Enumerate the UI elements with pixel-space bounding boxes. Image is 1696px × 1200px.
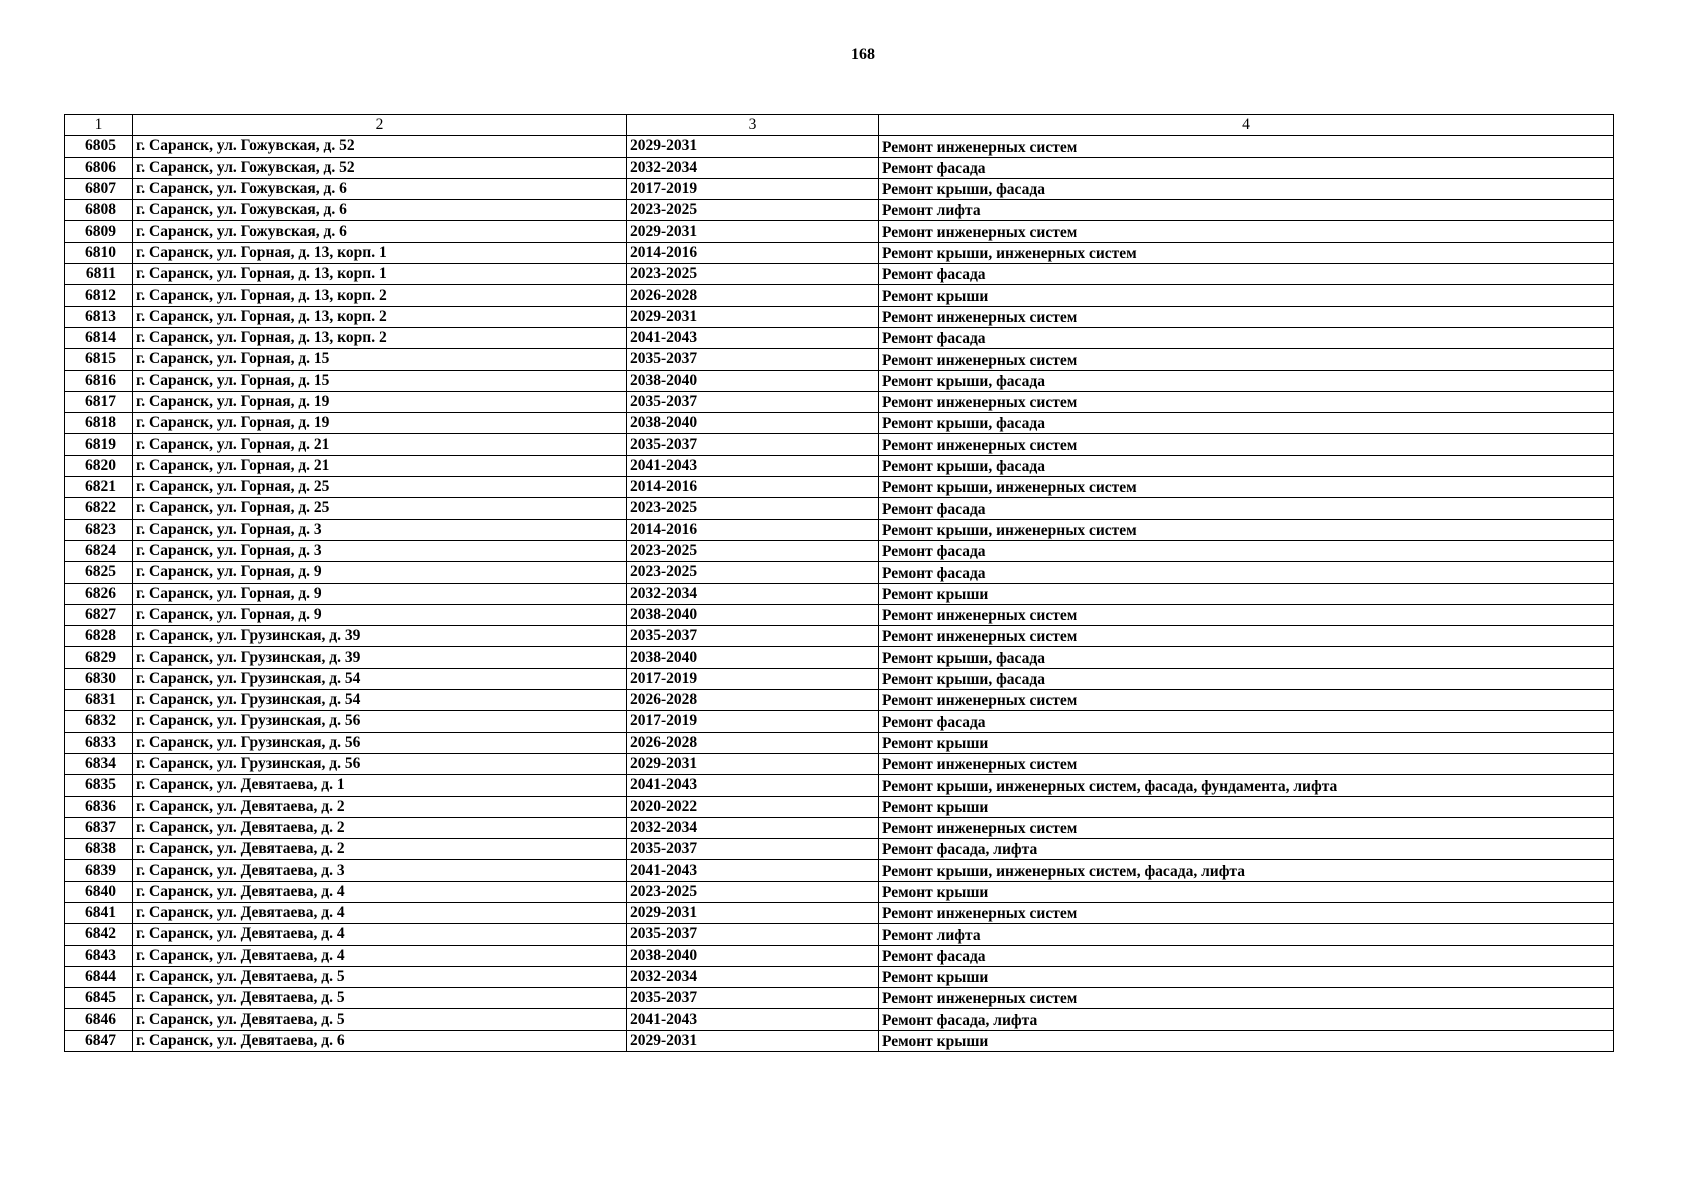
table-row [65,966,1614,987]
work-type-cell: Ремонт крыши [879,966,1614,987]
period-cell: 2041-2043 [627,455,879,476]
work-type-cell: Ремонт инженерных систем [879,604,1614,625]
work-type-cell: Ремонт фасада [879,945,1614,966]
table-row [65,839,1614,860]
address-cell: г. Саранск, ул. Девятаева, д. 3 [133,860,627,881]
table-row [65,753,1614,774]
row-number-cell: 6824 [65,540,133,561]
work-type-cell: Ремонт фасада [879,157,1614,178]
period-cell: 2038-2040 [627,945,879,966]
table-row [65,1009,1614,1030]
period-cell: 2035-2037 [627,391,879,412]
address-cell: г. Саранск, ул. Горная, д. 21 [133,455,627,476]
column-header-3: 3 [627,115,879,136]
period-cell: 2035-2037 [627,626,879,647]
row-number-cell: 6846 [65,1009,133,1030]
work-type-cell: Ремонт крыши, фасада [879,647,1614,668]
table-row [65,285,1614,306]
address-cell: г. Саранск, ул. Девятаева, д. 2 [133,796,627,817]
table-row [65,562,1614,583]
address-cell: г. Саранск, ул. Горная, д. 19 [133,413,627,434]
table-row [65,157,1614,178]
period-cell: 2041-2043 [627,1009,879,1030]
work-type-cell: Ремонт инженерных систем [879,221,1614,242]
address-cell: г. Саранск, ул. Грузинская, д. 54 [133,690,627,711]
work-type-cell: Ремонт фасада [879,711,1614,732]
work-type-cell: Ремонт инженерных систем [879,349,1614,370]
row-number-cell: 6820 [65,455,133,476]
header-row [65,115,1614,136]
address-cell: г. Саранск, ул. Горная, д. 25 [133,477,627,498]
period-cell: 2026-2028 [627,285,879,306]
work-type-cell: Ремонт инженерных систем [879,391,1614,412]
row-number-cell: 6805 [65,136,133,157]
table-row [65,668,1614,689]
address-cell: г. Саранск, ул. Грузинская, д. 56 [133,711,627,732]
period-cell: 2020-2022 [627,796,879,817]
work-type-cell: Ремонт крыши [879,732,1614,753]
period-cell: 2035-2037 [627,434,879,455]
row-number-cell: 6823 [65,519,133,540]
row-number-cell: 6840 [65,881,133,902]
table-row [65,1030,1614,1051]
address-cell: г. Саранск, ул. Девятаева, д. 2 [133,839,627,860]
work-type-cell: Ремонт инженерных систем [879,434,1614,455]
period-cell: 2032-2034 [627,583,879,604]
period-cell: 2023-2025 [627,881,879,902]
row-number-cell: 6837 [65,817,133,838]
period-cell: 2038-2040 [627,413,879,434]
period-cell: 2038-2040 [627,647,879,668]
table-row [65,775,1614,796]
table-row [65,796,1614,817]
work-type-cell: Ремонт крыши [879,796,1614,817]
table-row [65,690,1614,711]
address-cell: г. Саранск, ул. Горная, д. 13, корп. 1 [133,264,627,285]
table-row [65,988,1614,1009]
address-cell: г. Саранск, ул. Девятаева, д. 4 [133,902,627,923]
row-number-cell: 6842 [65,924,133,945]
row-number-cell: 6829 [65,647,133,668]
row-number-cell: 6809 [65,221,133,242]
table-row [65,902,1614,923]
table-row [65,242,1614,263]
column-header-4: 4 [879,115,1614,136]
row-number-cell: 6841 [65,902,133,923]
period-cell: 2026-2028 [627,690,879,711]
period-cell: 2023-2025 [627,540,879,561]
table-row [65,349,1614,370]
address-cell: г. Саранск, ул. Девятаева, д. 5 [133,966,627,987]
period-cell: 2035-2037 [627,349,879,370]
row-number-cell: 6821 [65,477,133,498]
address-cell: г. Саранск, ул. Девятаева, д. 4 [133,945,627,966]
address-cell: г. Саранск, ул. Грузинская, д. 39 [133,626,627,647]
row-number-cell: 6817 [65,391,133,412]
period-cell: 2035-2037 [627,924,879,945]
row-number-cell: 6830 [65,668,133,689]
work-type-cell: Ремонт фасада [879,498,1614,519]
work-type-cell: Ремонт крыши, инженерных систем [879,242,1614,263]
period-cell: 2014-2016 [627,242,879,263]
row-number-cell: 6816 [65,370,133,391]
address-cell: г. Саранск, ул. Горная, д. 25 [133,498,627,519]
row-number-cell: 6828 [65,626,133,647]
work-type-cell: Ремонт крыши, фасада [879,370,1614,391]
work-type-cell: Ремонт инженерных систем [879,306,1614,327]
address-cell: г. Саранск, ул. Горная, д. 9 [133,562,627,583]
row-number-cell: 6844 [65,966,133,987]
period-cell: 2029-2031 [627,753,879,774]
address-cell: г. Саранск, ул. Горная, д. 13, корп. 2 [133,306,627,327]
table-body [65,136,1614,1052]
address-cell: г. Саранск, ул. Грузинская, д. 54 [133,668,627,689]
work-type-cell: Ремонт инженерных систем [879,626,1614,647]
row-number-cell: 6827 [65,604,133,625]
row-number-cell: 6845 [65,988,133,1009]
period-cell: 2023-2025 [627,264,879,285]
table-row [65,391,1614,412]
table-row [65,711,1614,732]
period-cell: 2041-2043 [627,860,879,881]
period-cell: 2017-2019 [627,668,879,689]
address-cell: г. Саранск, ул. Горная, д. 19 [133,391,627,412]
table-row [65,455,1614,476]
work-type-cell: Ремонт фасада [879,264,1614,285]
address-cell: г. Саранск, ул. Грузинская, д. 56 [133,753,627,774]
work-type-cell: Ремонт крыши, инженерных систем, фасада, лифта [879,860,1614,881]
period-cell: 2029-2031 [627,1030,879,1051]
table-row [65,200,1614,221]
address-cell: г. Саранск, ул. Гожувская, д. 6 [133,221,627,242]
table-row [65,626,1614,647]
row-number-cell: 6835 [65,775,133,796]
address-cell: г. Саранск, ул. Горная, д. 13, корп. 1 [133,242,627,263]
row-number-cell: 6807 [65,178,133,199]
address-cell: г. Саранск, ул. Горная, д. 9 [133,604,627,625]
address-cell: г. Саранск, ул. Грузинская, д. 39 [133,647,627,668]
work-type-cell: Ремонт инженерных систем [879,136,1614,157]
table-row [65,924,1614,945]
table-header [65,115,1614,136]
work-type-cell: Ремонт фасада [879,327,1614,348]
table-row [65,583,1614,604]
table-row [65,647,1614,668]
row-number-cell: 6813 [65,306,133,327]
period-cell: 2029-2031 [627,136,879,157]
address-cell: г. Саранск, ул. Горная, д. 21 [133,434,627,455]
row-number-cell: 6825 [65,562,133,583]
table-row [65,519,1614,540]
row-number-cell: 6812 [65,285,133,306]
row-number-cell: 6818 [65,413,133,434]
table-row [65,327,1614,348]
address-cell: г. Саранск, ул. Девятаева, д. 2 [133,817,627,838]
table-row [65,860,1614,881]
row-number-cell: 6838 [65,839,133,860]
table-row [65,477,1614,498]
period-cell: 2026-2028 [627,732,879,753]
period-cell: 2041-2043 [627,327,879,348]
address-cell: г. Саранск, ул. Девятаева, д. 6 [133,1030,627,1051]
repair-schedule-table [64,114,1614,1052]
row-number-cell: 6808 [65,200,133,221]
period-cell: 2029-2031 [627,902,879,923]
period-cell: 2035-2037 [627,839,879,860]
work-type-cell: Ремонт крыши, фасада [879,413,1614,434]
work-type-cell: Ремонт крыши, инженерных систем [879,477,1614,498]
address-cell: г. Саранск, ул. Горная, д. 3 [133,519,627,540]
row-number-cell: 6839 [65,860,133,881]
period-cell: 2032-2034 [627,817,879,838]
table-row [65,881,1614,902]
period-cell: 2038-2040 [627,370,879,391]
period-cell: 2014-2016 [627,519,879,540]
table-row [65,136,1614,157]
row-number-cell: 6843 [65,945,133,966]
row-number-cell: 6832 [65,711,133,732]
period-cell: 2041-2043 [627,775,879,796]
period-cell: 2017-2019 [627,178,879,199]
period-cell: 2017-2019 [627,711,879,732]
work-type-cell: Ремонт крыши, фасада [879,178,1614,199]
work-type-cell: Ремонт крыши, инженерных систем, фасада, фундамента, лифта [879,775,1614,796]
table-row [65,306,1614,327]
period-cell: 2038-2040 [627,604,879,625]
column-header-2: 2 [133,115,627,136]
table-row [65,370,1614,391]
address-cell: г. Саранск, ул. Девятаева, д. 4 [133,881,627,902]
address-cell: г. Саранск, ул. Горная, д. 13, корп. 2 [133,327,627,348]
period-cell: 2014-2016 [627,477,879,498]
address-cell: г. Саранск, ул. Гожувская, д. 52 [133,136,627,157]
work-type-cell: Ремонт инженерных систем [879,902,1614,923]
work-type-cell: Ремонт крыши, фасада [879,455,1614,476]
work-type-cell: Ремонт фасада [879,540,1614,561]
address-cell: г. Саранск, ул. Гожувская, д. 6 [133,178,627,199]
address-cell: г. Саранск, ул. Гожувская, д. 6 [133,200,627,221]
work-type-cell: Ремонт инженерных систем [879,988,1614,1009]
period-cell: 2029-2031 [627,306,879,327]
table-row [65,221,1614,242]
table-row [65,498,1614,519]
row-number-cell: 6847 [65,1030,133,1051]
work-type-cell: Ремонт инженерных систем [879,753,1614,774]
address-cell: г. Саранск, ул. Горная, д. 15 [133,349,627,370]
table-row [65,264,1614,285]
period-cell: 2032-2034 [627,157,879,178]
table-row [65,540,1614,561]
row-number-cell: 6819 [65,434,133,455]
row-number-cell: 6826 [65,583,133,604]
work-type-cell: Ремонт фасада [879,562,1614,583]
work-type-cell: Ремонт крыши [879,285,1614,306]
work-type-cell: Ремонт лифта [879,924,1614,945]
address-cell: г. Саранск, ул. Горная, д. 9 [133,583,627,604]
row-number-cell: 6810 [65,242,133,263]
work-type-cell: Ремонт крыши [879,881,1614,902]
row-number-cell: 6836 [65,796,133,817]
table-row [65,604,1614,625]
address-cell: г. Саранск, ул. Девятаева, д. 5 [133,1009,627,1030]
address-cell: г. Саранск, ул. Гожувская, д. 52 [133,157,627,178]
period-cell: 2029-2031 [627,221,879,242]
work-type-cell: Ремонт крыши, фасада [879,668,1614,689]
row-number-cell: 6814 [65,327,133,348]
work-type-cell: Ремонт инженерных систем [879,817,1614,838]
address-cell: г. Саранск, ул. Грузинская, д. 56 [133,732,627,753]
table-row [65,413,1614,434]
work-type-cell: Ремонт крыши [879,1030,1614,1051]
row-number-cell: 6822 [65,498,133,519]
work-type-cell: Ремонт крыши [879,583,1614,604]
row-number-cell: 6833 [65,732,133,753]
address-cell: г. Саранск, ул. Горная, д. 15 [133,370,627,391]
period-cell: 2032-2034 [627,966,879,987]
table-row [65,817,1614,838]
table-row [65,178,1614,199]
work-type-cell: Ремонт крыши, инженерных систем [879,519,1614,540]
address-cell: г. Саранск, ул. Горная, д. 3 [133,540,627,561]
period-cell: 2023-2025 [627,498,879,519]
period-cell: 2023-2025 [627,562,879,583]
table-row [65,732,1614,753]
address-cell: г. Саранск, ул. Девятаева, д. 1 [133,775,627,796]
address-cell: г. Саранск, ул. Девятаева, д. 5 [133,988,627,1009]
row-number-cell: 6806 [65,157,133,178]
period-cell: 2035-2037 [627,988,879,1009]
table-row [65,945,1614,966]
row-number-cell: 6811 [65,264,133,285]
address-cell: г. Саранск, ул. Горная, д. 13, корп. 2 [133,285,627,306]
row-number-cell: 6831 [65,690,133,711]
work-type-cell: Ремонт инженерных систем [879,690,1614,711]
work-type-cell: Ремонт фасада, лифта [879,839,1614,860]
period-cell: 2023-2025 [627,200,879,221]
work-type-cell: Ремонт фасада, лифта [879,1009,1614,1030]
work-type-cell: Ремонт лифта [879,200,1614,221]
row-number-cell: 6815 [65,349,133,370]
address-cell: г. Саранск, ул. Девятаева, д. 4 [133,924,627,945]
column-header-1: 1 [65,115,133,136]
table-row [65,434,1614,455]
row-number-cell: 6834 [65,753,133,774]
page-number: 168 [851,46,875,63]
